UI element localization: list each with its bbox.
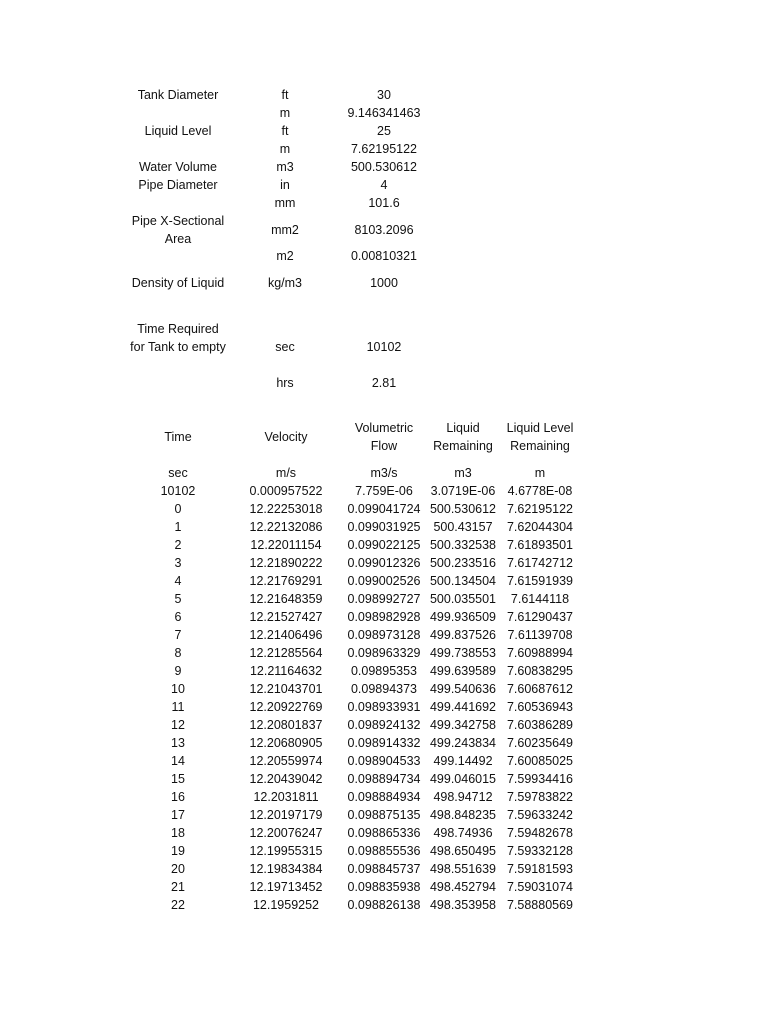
flow-cell: 0.099041724 xyxy=(347,502,421,516)
level-cell: 4.6778E-08 xyxy=(507,484,573,498)
param-label-time-required: Time Required for Tank to empty xyxy=(130,322,226,354)
param-unit: mm xyxy=(274,196,296,210)
time-cell: 0 xyxy=(174,502,182,516)
param-value: 30 xyxy=(377,88,391,102)
table-header-liquid-remaining: Liquid Remaining xyxy=(433,421,493,453)
remaining-cell: 498.452794 xyxy=(429,880,497,894)
remaining-cell: 500.035501 xyxy=(429,592,497,606)
param-value: 101.6 xyxy=(368,196,400,210)
param-unit: in xyxy=(280,178,290,192)
flow-cell: 0.098865336 xyxy=(347,826,421,840)
param-unit: hrs xyxy=(276,376,294,390)
table-header-liquid-level-remaining: Liquid Level Remaining xyxy=(506,421,574,453)
remaining-cell: 498.94712 xyxy=(433,790,493,804)
flow-cell: 0.098992727 xyxy=(347,592,421,606)
time-cell: 13 xyxy=(171,736,185,750)
level-cell: 7.59181593 xyxy=(506,862,574,876)
level-cell: 7.60536943 xyxy=(506,700,574,714)
param-value: 1000 xyxy=(370,276,398,290)
remaining-cell: 500.233516 xyxy=(429,556,497,570)
level-cell: 7.6144118 xyxy=(510,592,570,606)
param-value: 500.530612 xyxy=(350,160,418,174)
flow-cell: 0.098963329 xyxy=(347,646,421,660)
remaining-cell: 499.14492 xyxy=(433,754,493,768)
level-cell: 7.60386289 xyxy=(506,718,574,732)
remaining-cell: 499.342758 xyxy=(429,718,497,732)
param-value: 10102 xyxy=(366,340,402,354)
velocity-cell: 12.22011154 xyxy=(250,538,322,552)
level-cell: 7.59482678 xyxy=(506,826,574,840)
param-unit: m xyxy=(279,142,291,156)
remaining-cell: 499.441692 xyxy=(429,700,497,714)
flow-cell: 0.098845737 xyxy=(347,862,421,876)
param-unit: m2 xyxy=(276,249,294,263)
time-cell: 9 xyxy=(174,664,182,678)
velocity-cell: 12.21285564 xyxy=(249,646,323,660)
flow-cell: 0.098855536 xyxy=(347,844,421,858)
time-cell: 17 xyxy=(171,808,185,822)
flow-cell: 0.098904533 xyxy=(347,754,421,768)
level-cell: 7.61139708 xyxy=(507,628,573,642)
level-cell: 7.60687612 xyxy=(506,682,574,696)
velocity-cell: 12.22132086 xyxy=(249,520,323,534)
velocity-cell: 12.21406496 xyxy=(249,628,323,642)
remaining-cell: 499.540636 xyxy=(429,682,497,696)
remaining-cell: 498.74936 xyxy=(433,826,493,840)
velocity-cell: 12.20801837 xyxy=(249,718,323,732)
time-cell: 8 xyxy=(174,646,182,660)
level-cell: 7.59633242 xyxy=(506,808,574,822)
level-cell: 7.61742712 xyxy=(506,556,574,570)
table-unit-remaining: m3 xyxy=(454,466,472,480)
table-header-velocity: Velocity xyxy=(264,430,308,444)
velocity-cell: 12.20439042 xyxy=(249,772,323,786)
velocity-cell: 12.2031811 xyxy=(253,790,319,804)
velocity-cell: 12.21164632 xyxy=(249,664,323,678)
flow-cell: 0.098982928 xyxy=(347,610,421,624)
time-cell: 21 xyxy=(171,880,185,894)
level-cell: 7.61591939 xyxy=(506,574,574,588)
flow-cell: 0.098884934 xyxy=(347,790,421,804)
velocity-cell: 12.21648359 xyxy=(249,592,323,606)
param-unit: m xyxy=(279,106,291,120)
flow-cell: 0.09895353 xyxy=(350,664,418,678)
flow-cell: 0.099002526 xyxy=(347,574,421,588)
level-cell: 7.59031074 xyxy=(506,880,574,894)
param-label-density: Density of Liquid xyxy=(131,276,225,290)
flow-cell: 0.098933931 xyxy=(347,700,421,714)
level-cell: 7.58880569 xyxy=(506,898,574,912)
time-cell: 3 xyxy=(174,556,182,570)
param-unit: sec xyxy=(275,340,295,354)
time-cell: 10 xyxy=(171,682,185,696)
flow-cell: 0.09894373 xyxy=(350,682,418,696)
param-label-liquid-level: Liquid Level xyxy=(144,124,212,138)
level-cell: 7.60838295 xyxy=(506,664,574,678)
remaining-cell: 499.837526 xyxy=(429,628,497,642)
level-cell: 7.60235649 xyxy=(506,736,574,750)
remaining-cell: 3.0719E-06 xyxy=(430,484,496,498)
flow-cell: 0.099031925 xyxy=(347,520,421,534)
velocity-cell: 12.19713452 xyxy=(249,880,323,894)
level-cell: 7.60085025 xyxy=(506,754,574,768)
flow-cell: 0.099022125 xyxy=(347,538,421,552)
time-cell: 20 xyxy=(171,862,185,876)
velocity-cell: 12.1959252 xyxy=(252,898,320,912)
flow-cell: 7.759E-06 xyxy=(355,484,413,498)
time-cell: 11 xyxy=(171,700,185,714)
velocity-cell: 12.22253018 xyxy=(249,502,323,516)
table-header-time: Time xyxy=(164,430,192,444)
velocity-cell: 12.21527427 xyxy=(249,610,323,624)
param-label-pipe-area: Pipe X-Sectional Area xyxy=(131,214,225,246)
time-cell: 5 xyxy=(174,592,182,606)
time-cell: 1 xyxy=(174,520,182,534)
level-cell: 7.59332128 xyxy=(506,844,574,858)
param-unit: kg/m3 xyxy=(267,276,303,290)
level-cell: 7.60988994 xyxy=(506,646,574,660)
time-cell: 18 xyxy=(171,826,185,840)
velocity-cell: 12.20076247 xyxy=(249,826,323,840)
flow-cell: 0.098924132 xyxy=(347,718,421,732)
param-value: 2.81 xyxy=(371,376,397,390)
remaining-cell: 498.650495 xyxy=(429,844,497,858)
param-label-pipe-diameter: Pipe Diameter xyxy=(138,178,218,192)
remaining-cell: 500.134504 xyxy=(429,574,497,588)
velocity-cell: 12.20680905 xyxy=(249,736,323,750)
table-unit-flow: m3/s xyxy=(370,466,398,480)
param-value: 7.62195122 xyxy=(350,142,418,156)
time-cell: 6 xyxy=(174,610,182,624)
flow-cell: 0.098973128 xyxy=(347,628,421,642)
level-cell: 7.59783822 xyxy=(506,790,574,804)
table-unit-time: sec xyxy=(168,466,188,480)
param-label-water-volume: Water Volume xyxy=(138,160,218,174)
table-unit-velocity: m/s xyxy=(275,466,297,480)
flow-cell: 0.098835938 xyxy=(347,880,421,894)
param-value: 25 xyxy=(377,124,391,138)
level-cell: 7.59934416 xyxy=(506,772,574,786)
velocity-cell: 12.21890222 xyxy=(249,556,323,570)
time-cell: 14 xyxy=(171,754,185,768)
param-value: 8103.2096 xyxy=(354,223,414,237)
velocity-cell: 12.19955315 xyxy=(249,844,323,858)
remaining-cell: 499.639589 xyxy=(429,664,497,678)
param-unit: mm2 xyxy=(271,223,299,237)
param-unit: ft xyxy=(281,88,289,102)
time-cell: 22 xyxy=(171,898,185,912)
velocity-cell: 12.21769291 xyxy=(249,574,323,588)
time-cell: 19 xyxy=(171,844,185,858)
velocity-cell: 12.20922769 xyxy=(249,700,323,714)
param-unit: m3 xyxy=(276,160,294,174)
param-label-tank-diameter: Tank Diameter xyxy=(137,88,219,102)
time-cell: 16 xyxy=(171,790,185,804)
velocity-cell: 12.19834384 xyxy=(249,862,323,876)
flow-cell: 0.098826138 xyxy=(347,898,421,912)
flow-cell: 0.098875135 xyxy=(347,808,421,822)
remaining-cell: 499.936509 xyxy=(429,610,497,624)
level-cell: 7.62044304 xyxy=(506,520,574,534)
remaining-cell: 500.332538 xyxy=(429,538,497,552)
remaining-cell: 498.551639 xyxy=(429,862,497,876)
flow-cell: 0.099012326 xyxy=(347,556,421,570)
remaining-cell: 500.43157 xyxy=(433,520,493,534)
flow-cell: 0.098894734 xyxy=(347,772,421,786)
flow-cell: 0.098914332 xyxy=(347,736,421,750)
remaining-cell: 500.530612 xyxy=(429,502,497,516)
level-cell: 7.61893501 xyxy=(506,538,574,552)
level-cell: 7.62195122 xyxy=(506,502,574,516)
remaining-cell: 499.046015 xyxy=(429,772,497,786)
time-cell: 2 xyxy=(174,538,182,552)
velocity-cell: 12.20197179 xyxy=(249,808,323,822)
remaining-cell: 498.848235 xyxy=(429,808,497,822)
time-cell: 10102 xyxy=(160,484,196,498)
param-unit: ft xyxy=(281,124,289,138)
velocity-cell: 12.21043701 xyxy=(249,682,323,696)
time-cell: 7 xyxy=(174,628,182,642)
table-header-volumetric-flow: Volumetric Flow xyxy=(354,421,414,453)
velocity-cell: 0.000957522 xyxy=(249,484,323,498)
time-cell: 12 xyxy=(171,718,185,732)
time-cell: 15 xyxy=(171,772,185,786)
remaining-cell: 499.243834 xyxy=(429,736,497,750)
param-value: 4 xyxy=(380,178,388,192)
param-value: 9.146341463 xyxy=(347,106,421,120)
remaining-cell: 498.353958 xyxy=(429,898,497,912)
table-unit-level: m xyxy=(534,466,546,480)
time-cell: 4 xyxy=(174,574,182,588)
velocity-cell: 12.20559974 xyxy=(249,754,323,768)
param-value: 0.00810321 xyxy=(350,249,418,263)
remaining-cell: 499.738553 xyxy=(429,646,497,660)
level-cell: 7.61290437 xyxy=(506,610,574,624)
